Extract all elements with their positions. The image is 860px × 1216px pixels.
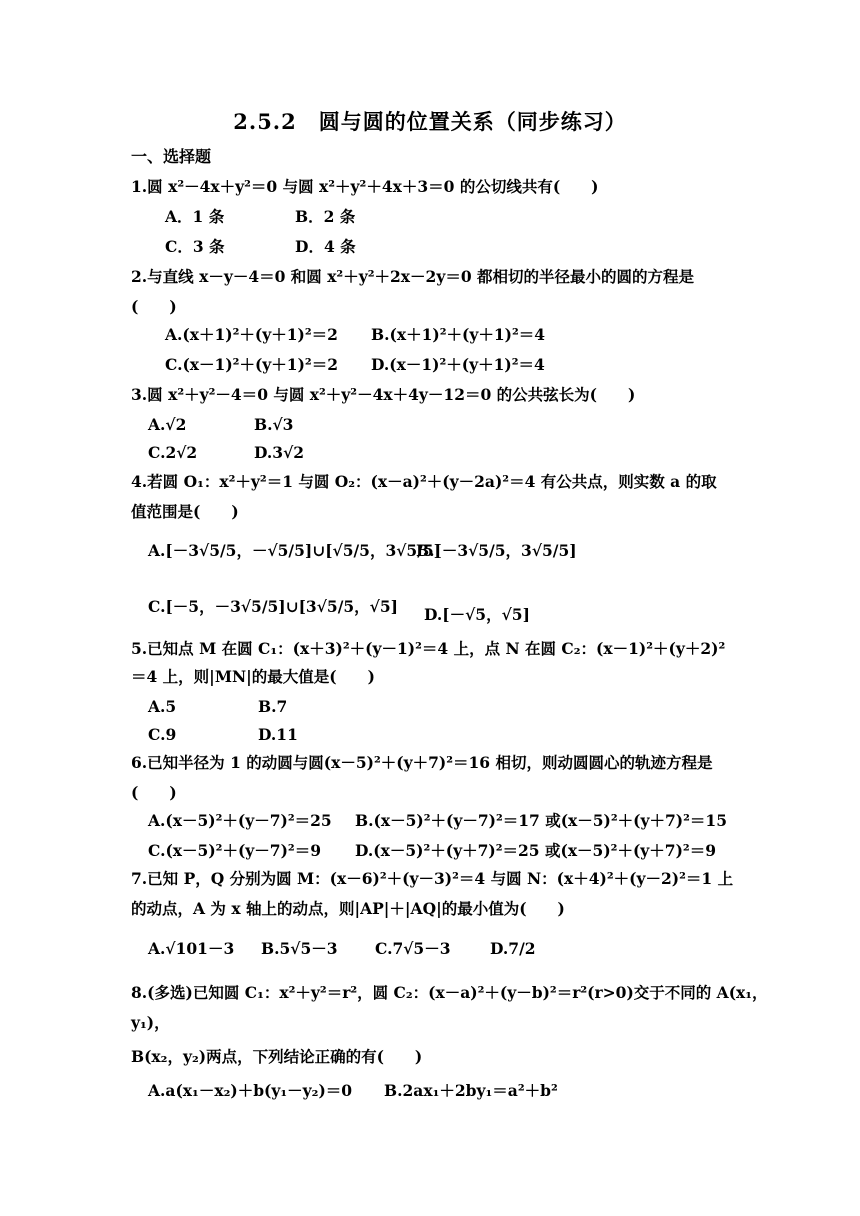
- q4-option-d: D.[－√5，√5]: [424, 605, 530, 624]
- question-7-stem: 7.已知 P，Q 分别为圆 M：(x－6)²＋(y－3)²＝4 与圆 N：(x＋4)²＋(y－2)²＝1 上: [131, 869, 734, 888]
- q6-option-c: C.(x－5)²＋(y－7)²＝9: [148, 841, 321, 860]
- q7-option-b: B.5√5－3: [261, 939, 338, 958]
- q2-option-b: B.(x＋1)²＋(y＋1)²＝4: [371, 325, 546, 344]
- q5-option-c: C.9: [148, 725, 177, 744]
- q8-option-a: A.a(x₁－x₂)＋b(y₁－y₂)＝0: [148, 1081, 353, 1100]
- q2-option-c: C.(x－1)²＋(y＋1)²＝2: [165, 355, 338, 374]
- q7-option-a: A.√101－3: [148, 939, 235, 958]
- question-2-stem: 2.与直线 x－y－4＝0 和圆 x²＋y²＋2x－2y＝0 都相切的半径最小的圆的方程是: [131, 267, 695, 286]
- question-1-stem: 1.圆 x²－4x＋y²＝0 与圆 x²＋y²＋4x＋3＝0 的公切线共有( ): [131, 177, 599, 196]
- question-8-stem-cont-2: B(x₂，y₂)两点，下列结论正确的有( ): [131, 1047, 423, 1066]
- q6-option-a: A.(x－5)²＋(y－7)²＝25: [148, 811, 332, 830]
- q2-option-a: A.(x＋1)²＋(y＋1)²＝2: [165, 325, 338, 344]
- question-8-stem: 8.(多选)已知圆 C₁：x²＋y²＝r²，圆 C₂：(x－a)²＋(y－b)²＝r²(r>0)交于不同的 A(x₁，: [131, 983, 768, 1002]
- q5-option-b: B.7: [258, 697, 288, 716]
- q2-option-d: D.(x－1)²＋(y＋1)²＝4: [371, 355, 545, 374]
- question-4-stem-cont: 值范围是( ): [131, 502, 239, 521]
- q7-option-c: C.7√5－3: [375, 939, 451, 958]
- q3-option-d: D.3√2: [254, 443, 305, 462]
- question-7-stem-cont: 的动点，A 为 x 轴上的动点，则|AP|＋|AQ|的最小值为( ): [131, 899, 565, 918]
- q4-option-c: C.[－5，－3√5/5]∪[3√5/5，√5]: [148, 597, 398, 616]
- question-8-stem-cont: y₁)，: [131, 1013, 170, 1032]
- question-5-stem-cont: ＝4 上，则|MN|的最大值是( ): [131, 667, 375, 686]
- q5-option-d: D.11: [258, 725, 298, 744]
- q7-option-d: D.7/2: [490, 939, 536, 958]
- q1-option-d: D．4 条: [295, 237, 356, 256]
- question-3-stem: 3.圆 x²＋y²－4＝0 与圆 x²＋y²－4x＋4y－12＝0 的公共弦长为( ): [131, 385, 636, 404]
- q3-option-b: B.√3: [254, 415, 294, 434]
- question-5-stem: 5.已知点 M 在圆 C₁：(x＋3)²＋(y－1)²＝4 上，点 N 在圆 C₂：(x－1)²＋(y＋2)²: [131, 639, 726, 658]
- page-title: 2.5.2 圆与圆的位置关系（同步练习）: [233, 109, 627, 134]
- q1-option-c: C．3 条: [165, 237, 225, 256]
- q1-option-b: B．2 条: [295, 207, 356, 226]
- q3-option-c: C.2√2: [148, 443, 198, 462]
- q3-option-a: A.√2: [148, 415, 187, 434]
- q1-option-a: A．1 条: [165, 207, 225, 226]
- section-heading: 一、选择题: [131, 147, 212, 166]
- q4-option-b: B.[－3√5/5，3√5/5]: [416, 541, 577, 560]
- q5-option-a: A.5: [148, 697, 177, 716]
- question-4-stem: 4.若圆 O₁：x²＋y²＝1 与圆 O₂：(x－a)²＋(y－2a)²＝4 有公共点，则实数 a 的取: [131, 472, 717, 491]
- q6-option-d: D.(x－5)²＋(y＋7)²＝25 或(x－5)²＋(y＋7)²＝9: [355, 841, 716, 860]
- q4-option-a: A.[－3√5/5，－√5/5]∪[√5/5，3√5/5]: [148, 541, 441, 560]
- question-6-stem-cont: ( ): [131, 783, 177, 802]
- question-6-stem: 6.已知半径为 1 的动圆与圆(x－5)²＋(y＋7)²＝16 相切，则动圆圆心的轨迹方程是: [131, 753, 713, 772]
- q8-option-b: B.2ax₁＋2by₁＝a²＋b²: [384, 1081, 558, 1100]
- q6-option-b: B.(x－5)²＋(y－7)²＝17 或(x－5)²＋(y＋7)²＝15: [355, 811, 727, 830]
- question-2-stem-cont: ( ): [131, 297, 177, 316]
